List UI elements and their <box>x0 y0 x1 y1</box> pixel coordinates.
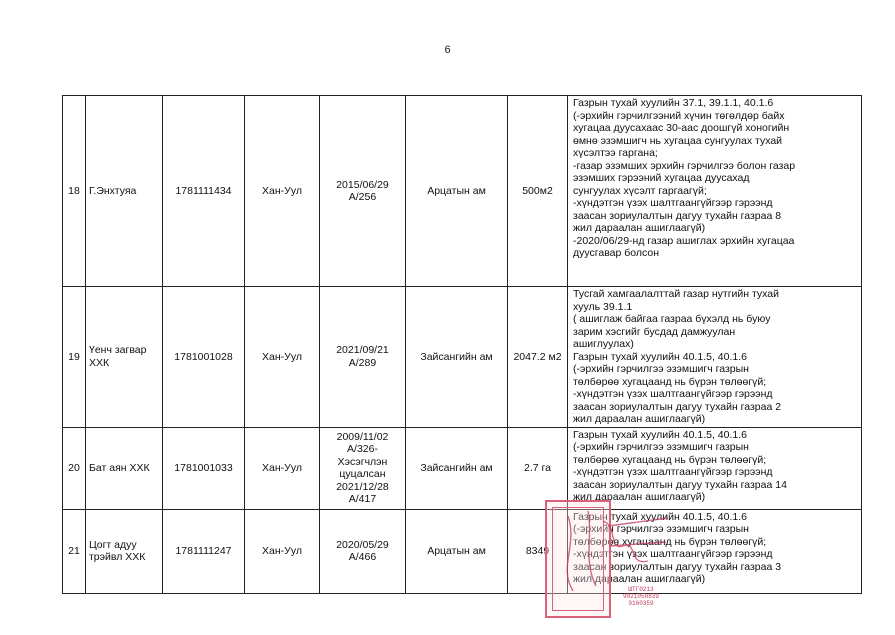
order-date: 2015/06/29 <box>336 178 389 191</box>
reason-line: Газрын тухай хуулийн 37.1, 39.1.1, 40.1.6 <box>573 97 774 109</box>
reason-line: хугацаа дуусахаас 30-аас доошгүй хоногийн <box>573 122 790 134</box>
register-cell: 1781111434 <box>163 96 245 287</box>
reason-line: -хүндэтгэн үзэх шалтгаангүйгээр гэрээнд <box>573 466 773 478</box>
reason-line: төлбөрөө хугацаанд нь бүрэн төлөөгүй; <box>573 453 767 466</box>
reason-line: Газрын тухай хуулийн 40.1.5, 40.1.6 <box>573 510 747 523</box>
records-table-body <box>63 96 862 594</box>
name-cell: Үенч загвар ХХК <box>86 287 163 428</box>
order-date: 2009/11/02 <box>336 430 389 443</box>
area-cell: 8349 <box>508 509 568 593</box>
reason-line: ( ашиглаж байгаа газраа бүхэлд нь буюу <box>573 313 771 325</box>
order-number: А/466 <box>348 551 377 563</box>
table-row <box>63 427 862 509</box>
reason-line: (-эрхийн гэрчилгээ эзэмшигч газрын <box>573 441 749 453</box>
table-row <box>63 509 862 593</box>
reason-cell <box>568 427 862 509</box>
reason-line: Газрын тухай хуулийн 40.1.5, 40.1.6 <box>573 350 747 363</box>
area-cell: 2047.2 м2 <box>508 287 568 428</box>
reason-cell <box>568 287 862 428</box>
name-cell: Бат аян ХХК <box>86 427 163 509</box>
area-cell: 500м2 <box>508 96 568 287</box>
reason-line: төлбөрөө хугацаанд нь бүрэн төлөөгүй; <box>573 375 767 388</box>
order-number: А/326- Хэсэгчлэн цуцалсан 2021/12/28 А/417 <box>336 443 389 505</box>
stamp-label-line: ШТГ0213 <box>628 586 654 593</box>
location-cell: Арцатын ам <box>406 509 508 593</box>
reason-line: заасан зориулалтын дагуу тухайн газраа 3 <box>573 560 782 573</box>
order-date: 2021/09/21 <box>336 344 389 357</box>
register-cell: 1781001033 <box>163 427 245 509</box>
order-cell <box>320 96 406 287</box>
reason-line: ашиглуулах) <box>573 338 634 350</box>
reason-line: -2020/06/29-нд газар ашиглах эрхийн хугацаа <box>573 234 795 247</box>
reason-line: төлбөрөө хугацаанд нь бүрэн төлөөгүй; <box>573 535 767 548</box>
area-cell: 2.7 га <box>508 427 568 509</box>
reason-line: заасан зориулалтын дагуу тухайн газраа 8 <box>573 209 782 222</box>
reason-line: жил дараалан ашиглаагүй) <box>573 222 706 234</box>
reason-line: жил дараалан ашиглаагүй) <box>573 491 706 503</box>
row-number: 18 <box>63 96 86 287</box>
reason-line: сунгуулах хүсэлт гаргаагүй; <box>573 184 707 197</box>
name-cell: Г.Энхтуяа <box>86 96 163 287</box>
reason-line: эзэмших гэрээний хугацаа дуусахад <box>573 172 750 184</box>
reason-line: жил дараалан ашиглаагүй) <box>573 413 706 425</box>
reason-line: -хүндэтгэн үзэх шалтгаангүйгээр гэрээнд <box>573 388 773 400</box>
name-cell: Цогт адуу трэйвл ХХК <box>86 509 163 593</box>
soum-cell: Хан-Уул <box>245 287 320 428</box>
location-cell: Зайсангийн ам <box>406 427 508 509</box>
reason-line: -хүндэтгэн үзэх шалтгаангүйгээр гэрээнд <box>573 548 773 560</box>
reason-line: Газрын тухай хуулийн 40.1.5, 40.1.6 <box>573 428 747 441</box>
location-cell: Арцатын ам <box>406 96 508 287</box>
reason-line: хууль 39.1.1 <box>573 300 633 313</box>
order-date: 2020/05/29 <box>336 538 389 551</box>
records-table <box>62 95 862 594</box>
row-number: 20 <box>63 427 86 509</box>
soum-cell: Хан-Уул <box>245 509 320 593</box>
order-cell <box>320 287 406 428</box>
soum-cell: Хан-Уул <box>245 96 320 287</box>
reason-line: (-эрхийн гэрчилгээ эзэмшигч газрын <box>573 363 749 375</box>
reason-line: жил дараалан ашиглаагүй) <box>573 573 706 585</box>
stamp-label <box>610 586 672 607</box>
reason-line: (-эрхийн гэрчилгээ эзэмшигч газрын <box>573 523 749 535</box>
order-cell <box>320 427 406 509</box>
order-number: А/256 <box>348 191 377 203</box>
reason-line: -газар эзэмших эрхийн гэрчилгээ болон газар <box>573 159 796 172</box>
reason-line: (-эрхийн гэрчилгээний хүчин төгөлдөр байх <box>573 109 785 122</box>
order-cell <box>320 509 406 593</box>
stamp-label-line: 9021050839 9160359 <box>622 593 659 607</box>
register-cell: 1781111247 <box>163 509 245 593</box>
soum-cell: Хан-Уул <box>245 427 320 509</box>
reason-line: хүсэлтээ гаргана; <box>573 147 658 159</box>
row-number: 21 <box>63 509 86 593</box>
location-cell: Зайсангийн ам <box>406 287 508 428</box>
reason-cell <box>568 96 862 287</box>
signature <box>548 506 678 596</box>
table-row <box>63 96 862 287</box>
row-number: 19 <box>63 287 86 428</box>
reason-line: Тусгай хамгаалалттай газар нутгийн тухай <box>573 288 779 300</box>
order-number: А/289 <box>348 356 377 369</box>
reason-line: -хүндэтгэн үзэх шалтгаангүйгээр гэрээнд <box>573 197 773 209</box>
reason-line: зарим хэсгийг бусдад дамжуулан <box>573 325 736 338</box>
page-number: 6 <box>444 44 451 56</box>
reason-line: өмнө эзэмшигч нь хугацаа сунгуулах тухай <box>573 134 783 147</box>
reason-line: заасан зориулалтын дагуу тухайн газраа 14 <box>573 478 787 491</box>
reason-line: заасан зориулалтын дагуу тухайн газраа 2 <box>573 400 782 413</box>
reason-line: дуусгавар болсон <box>573 247 660 259</box>
table-row <box>63 287 862 428</box>
register-cell: 1781001028 <box>163 287 245 428</box>
